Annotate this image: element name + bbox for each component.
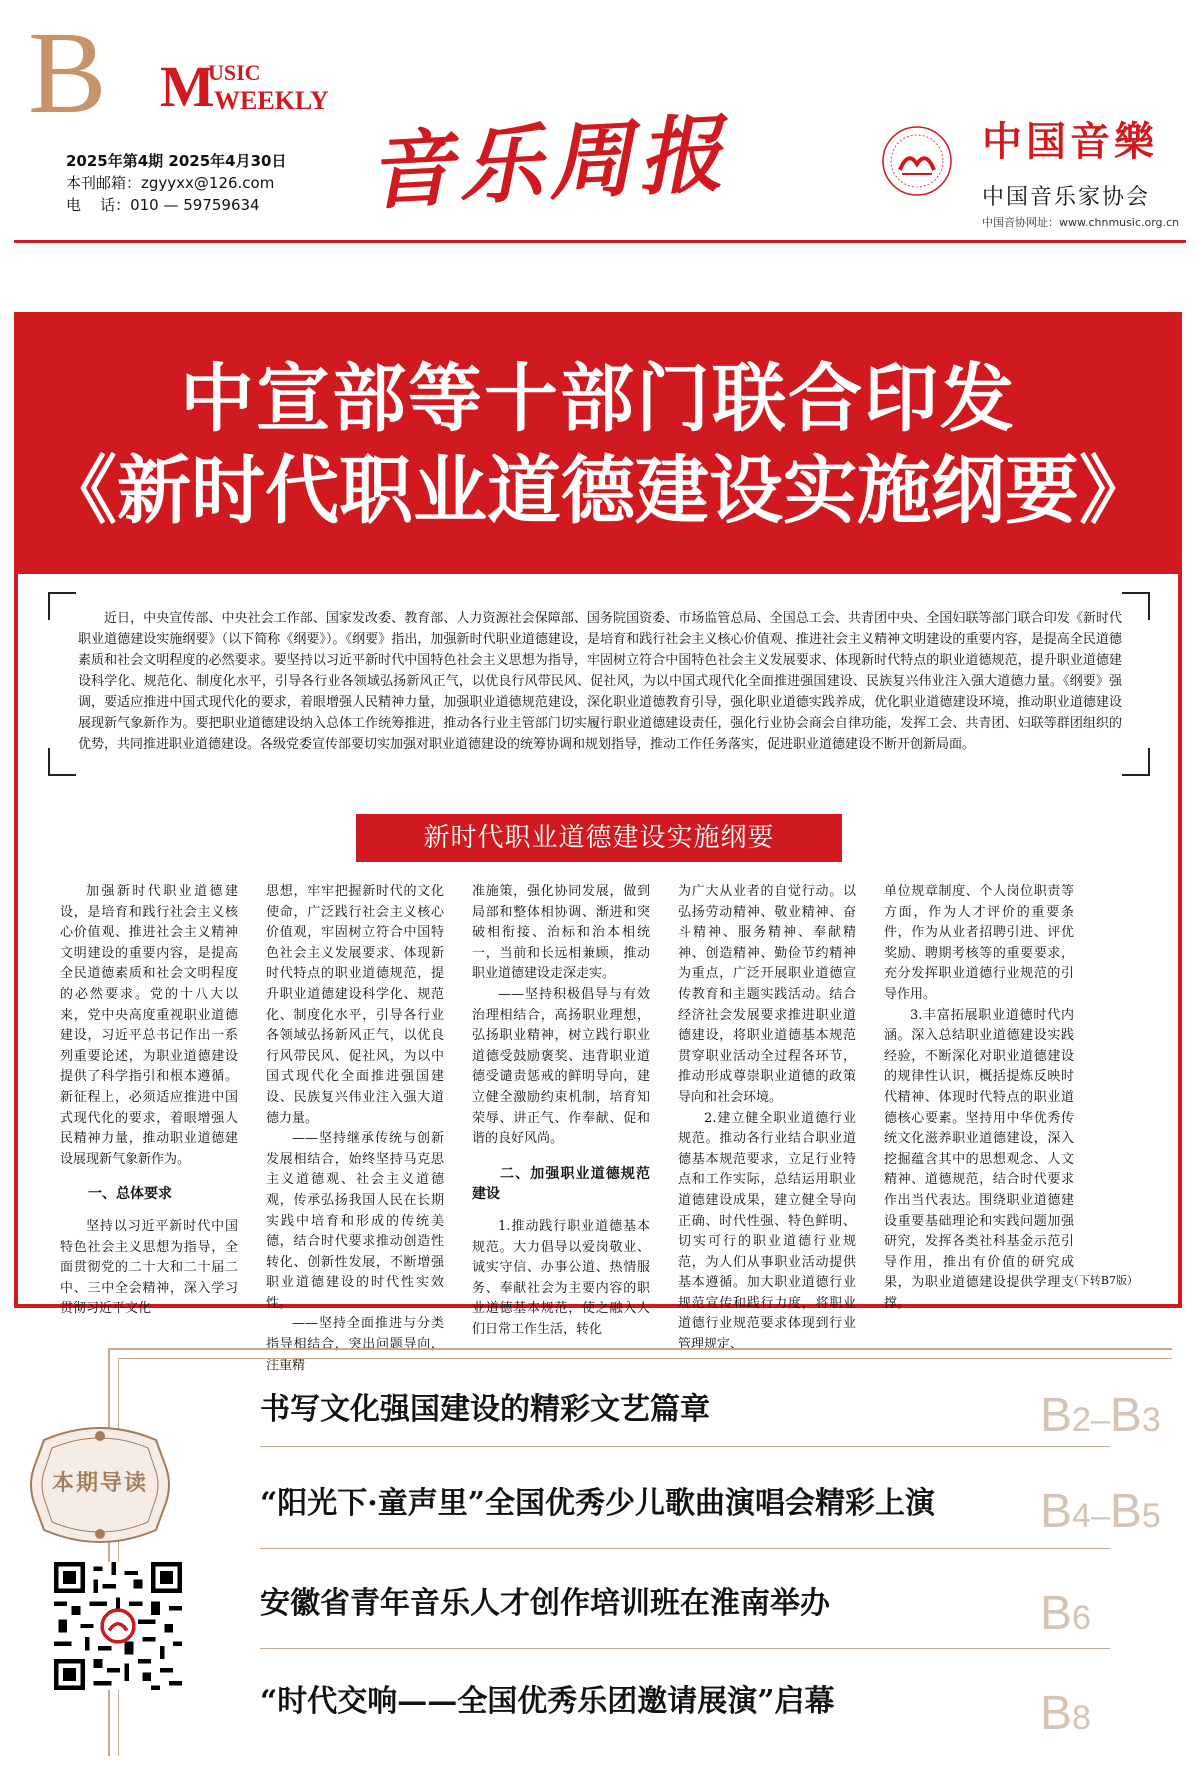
section-heading: 二、加强职业道德规范建设 — [472, 1165, 650, 1203]
contents-item-1-title[interactable]: 书写文化强国建设的精彩文艺篇章 — [260, 1392, 710, 1427]
page-number: 4 — [1072, 1497, 1091, 1535]
corner-mark — [48, 592, 76, 620]
paragraph: ——坚持全面推进与分类指导相结合，突出问题导向，注重精 — [266, 1316, 444, 1373]
paragraph: 2.建立健全职业道德行业规范。推动各行业结合职业道德基本规范要求，立足行业特点和工作实际，总结运用职业道德建设成果，建立健全导向正确、时代性强、特色鲜明、切实可行的职业道德行业规范，为人们从事职业活动提供基本遵循。加大职业道德行业规范宣传和践行力度，将职业道德行业规范要求体现到行业管理规定、 — [678, 1110, 856, 1353]
corner-mark — [1122, 748, 1150, 776]
contents-item-2-page — [1040, 1485, 1161, 1538]
contents-item-2-title[interactable]: “阳光下·童声里”全国优秀少儿歌曲演唱会精彩上演 — [260, 1486, 935, 1521]
section-heading: 一、总体要求 — [88, 1186, 172, 1203]
contents-rule — [260, 1446, 1110, 1447]
headline-line-1: 中宣部等十部门联合印发 — [180, 356, 1016, 442]
contents-rule — [260, 1548, 1110, 1549]
page-number: 5 — [1141, 1497, 1161, 1535]
music-weekly-logo — [160, 54, 329, 119]
paragraph: ——坚持继承传统与创新发展相结合，始终坚持马克思主义道德观、社会主义道德观，传承弘扬我国人民在长期实践中培育和形成的传统美德，结合时代要求推动创造性转化、创新性发展，不断增强职业道德建设的时代性实效性。 — [266, 1131, 444, 1311]
org-name: 中国音乐家协会 — [982, 185, 1151, 210]
brand-music: USIC — [208, 60, 261, 85]
paragraph: 3.丰富拓展职业道德时代内涵。深入总结职业道德建设实践经验，不断深化对职业道德建设的规律性认识，概括提炼反映时代精神、体现时代特点的职业道德核心要素。坚持用中华优秀传统文化滋养职业道德建设，深入挖掘蕴含其中的思想观念、人文精神、道德规范，结合时代要求作出当代表达。围绕职业道德建设重要基础理论和实践问题加强研究，发挥各类社科基金示范引导作用，推出有价值的研究成果，为职业道德建设提供学理支撑。 — [884, 1007, 1074, 1311]
qr-code-icon[interactable] — [54, 1562, 182, 1690]
paragraph: 加强新时代职业道德建设，是培育和践行社会主义核心价值观、推进社会主义精神文明建设的重要内容，是提高全民道德素质和社会文明程度的必然要求。党的十八大以来，党中央高度重视职业道德建设，习近平总书记作出一系列重要论述，为职业道德建设提供了科学指引和根本遵循。新征程上，必须适应推进中国式现代化的要求，着眼增强人民精神力量，推动职业道德建设展现新气象新作为。 — [60, 884, 238, 1167]
issue-info: 2025年第4期 2025年4月30日 — [66, 152, 287, 170]
paragraph: ——坚持积极倡导与有效治理相结合，高扬职业理想，弘扬职业精神，树立践行职业道德受鼓励褒奖、违背职业道德受谴责惩戒的鲜明导向，建立健全激励约束机制，培育知荣辱、讲正气、作奉献、促和谐的良好风尚。 — [472, 986, 650, 1147]
brand-letter: M — [160, 54, 213, 119]
page-number: 8 — [1072, 1699, 1091, 1737]
contents-item-4-title[interactable]: “时代交响——全国优秀乐团邀请展演”启幕 — [260, 1684, 835, 1719]
newspaper-title: 音乐周报 — [365, 103, 731, 222]
article-column-5 — [884, 882, 1074, 1314]
email-info: 本刊邮箱：zgyyxx@126.com — [66, 174, 275, 192]
paragraph: 准施策，强化协同发展，做到局部和整体相协调、渐进和突破相衔接、治标和治本相统一，当前和长远相兼顾，推动职业道德建设走深走实。 — [472, 884, 650, 982]
contents-item-3-title[interactable]: 安徽省青年音乐人才创作培训班在淮南举办 — [260, 1586, 830, 1621]
contents-rule — [260, 1648, 1110, 1649]
page-number: 6 — [1072, 1599, 1091, 1637]
section-letter: B — [28, 7, 107, 138]
contents-item-3-page — [1040, 1587, 1091, 1640]
paragraph: 为广大从业者的自觉行动。以弘扬劳动精神、敬业精神、奋斗精神、服务精神、奉献精神、创造精神、勤俭节约精神为重点，广泛开展职业道德宣传教育和主题实践活动。结合经济社会发展要求推进职业道德建设，将职业道德基本规范贯穿职业活动全过程各环节，推动形成尊崇职业道德的政策导向和社会环境。 — [678, 884, 856, 1105]
article-column-3 — [472, 882, 650, 1340]
corner-mark — [48, 748, 76, 776]
page-letter: B — [1109, 1389, 1142, 1442]
corner-mark — [1122, 592, 1150, 620]
continued-note: （下转B7版） — [1067, 1274, 1138, 1287]
cma-logo-icon — [880, 124, 954, 198]
paragraph: 坚持以习近平新时代中国特色社会主义思想为指导，全面贯彻党的二十大和二十届二中、三中全会精神，深入学习贯彻习近平文化 — [60, 1218, 238, 1317]
page-dash: – — [1090, 1401, 1110, 1439]
paragraph: 思想，牢牢把握新时代的文化使命，广泛践行社会主义核心价值观，牢固树立符合中国特色社会主义发展要求、体现新时代特点的职业道德规范，提升职业道德建设科学化、规范化、制度化水平，引导各行业各领域弘扬新风正气，以优良行风带民风、促社风，为以中国式现代化全面推进强国建设、民族复兴伟业注入强大道德力量。 — [266, 884, 444, 1126]
page-letter: B — [1040, 1587, 1073, 1640]
masthead-rule — [14, 240, 1186, 243]
intro-text: 近日，中央宣传部、中央社会工作部、国家发改委、教育部、人力资源社会保障部、国务院国资委、市场监管总局、全国总工会、共青团中央、全国妇联等部门联合印发《新时代职业道德建设实施纲要》（以下简称《纲要》）。《纲要》指出，加强新时代职业道德建设，是培育和践行社会主义核心价值观、推进社会主义精神文明建设的重要内容，是提高全民道德素质和社会文明程度的必然要求。要坚持以习近平新时代中国特色社会主义思想为指导，牢固树立符合中国特色社会主义发展要求、体现新时代特点的职业道德规范，提升职业道德建设科学化、规范化、制度化水平，引导各行业各领域弘扬新风正气，以优良行风带民风、促社风，为以中国式现代化全面推进强国建设、民族复兴伟业注入强大道德力量。《纲要》强调，要适应推进中国式现代化的要求，着眼增强人民精神力量，加强职业道德规范建设，深化职业道德教育引导，强化职业道德实践养成，优化职业道德建设环境，推动职业道德建设展现新气象新作为。要把职业道德建设纳入总体工作统筹推进，推动各行业主管部门切实履行职业道德建设责任，强化行业协会商会自律功能，发挥工会、共青团、妇联等群团组织的优势，共同推进职业道德建设。各级党委宣传部要切实加强对职业道德建设的统筹协调和规划指导，推动工作任务落实，促进职业道德建设不断开创新局面。 — [78, 611, 1122, 752]
phone-info: 电 话：010 — 59759634 — [66, 196, 260, 214]
org-site: 中国音协网址：www.chnmusic.org.cn — [982, 216, 1180, 229]
article-column-2 — [266, 882, 444, 1376]
org-name-art: 中国音樂 — [982, 118, 1158, 165]
page-letter: B — [1040, 1485, 1073, 1538]
page-dash: – — [1090, 1497, 1110, 1535]
contents-item-1-page — [1040, 1389, 1161, 1442]
intro-box — [48, 592, 1150, 776]
section-title-bar: 新时代职业道德建设实施纲要 — [356, 814, 842, 862]
page-letter: B — [1040, 1687, 1073, 1740]
article-column-1 — [60, 882, 238, 1320]
page-number: 2 — [1072, 1401, 1091, 1439]
page-letter: B — [1109, 1485, 1142, 1538]
page-number: 3 — [1141, 1401, 1161, 1439]
contents-badge: 本期导读 — [51, 1470, 148, 1496]
paragraph: 1.推动践行职业道德基本规范。大力倡导以爱岗敬业、诚实守信、办事公道、热情服务、奉献社会为主要内容的职业道德基本规范，使之融入人们日常工作生活，转化 — [472, 1218, 650, 1337]
contents-item-4-page — [1040, 1687, 1091, 1740]
article-column-4 — [678, 882, 856, 1356]
brand-weekly: WEEKLY — [214, 86, 329, 115]
page-letter: B — [1040, 1389, 1073, 1442]
paragraph: 单位规章制度、个人岗位职责等方面，作为人才评价的重要条件，作为从业者招聘引进、评优奖励、聘期考核等的重要要求，充分发挥职业道德行业规范的引导作用。 — [884, 884, 1074, 1002]
headline-line-2: 《新时代职业道德建设实施纲要》 — [43, 448, 1153, 534]
